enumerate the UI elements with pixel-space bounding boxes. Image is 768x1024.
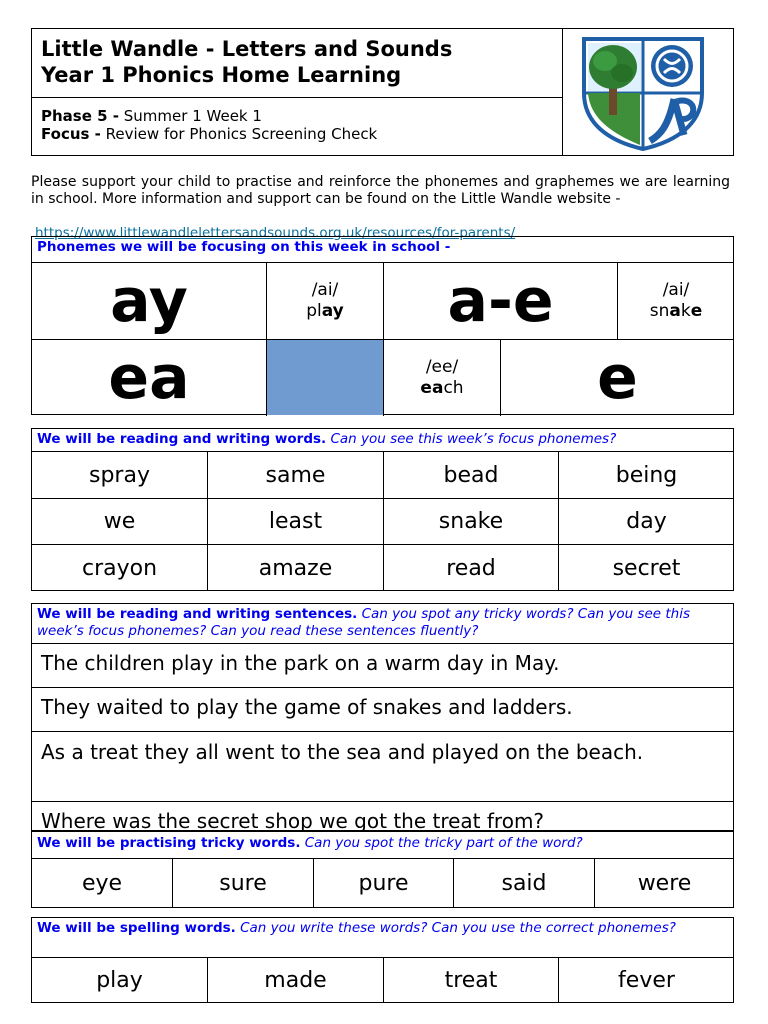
highlight-cell: [267, 340, 383, 415]
spelling-heading: We will be spelling words. Can you write these words? Can you use the correct phonemes?: [37, 920, 676, 936]
title: [41, 36, 452, 88]
intro-paragraph: [31, 174, 730, 208]
tricky-words-section: [31, 830, 734, 908]
tricky-heading: We will be practising tricky words. Can you spot the tricky part of the word?: [37, 835, 583, 851]
word-cell: bead: [443, 462, 499, 488]
grapheme-e: e: [597, 343, 638, 413]
header-box: [31, 28, 734, 156]
sentence-item: They waited to play the game of snakes and ladders.: [41, 695, 573, 719]
title-line-2: Year 1 Phonics Home Learning: [41, 63, 402, 87]
word-cell: read: [446, 555, 496, 581]
word-cell: snake: [438, 509, 504, 534]
word-cell: least: [268, 509, 323, 534]
phonemes-section: [31, 236, 734, 415]
sound-label: /ai/: [662, 280, 690, 300]
tricky-word: sure: [219, 870, 267, 896]
sentence-item: The children play in the park on a warm day in May.: [41, 651, 560, 675]
word-cell: crayon: [81, 555, 158, 581]
grapheme-ea: ea: [108, 343, 190, 413]
sentence-item: As a treat they all went to the sea and played on the beach.: [41, 740, 644, 764]
word-cell: secret: [612, 555, 681, 581]
word-cell: being: [615, 462, 678, 488]
spelling-word: treat: [444, 968, 498, 993]
focus-label: Focus -: [41, 125, 101, 143]
spelling-word: made: [264, 968, 327, 993]
grapheme-a-e: a-e: [447, 266, 554, 336]
phase-value: Summer 1 Week 1: [119, 107, 262, 125]
sentences-heading: We will be reading and writing sentences. Can you spot any tricky words? Can you see this week’s focus phonemes? Can you read these sentences fluently?: [37, 606, 691, 639]
tricky-word: were: [637, 870, 692, 896]
phonemes-heading: Phonemes we will be focusing on this week in school -: [37, 239, 451, 255]
spelling-word: fever: [618, 968, 675, 993]
sentence-item: Where was the secret shop we got the treat from?: [41, 809, 545, 832]
word-cell: spray: [89, 462, 150, 488]
sentences-section: [31, 603, 734, 832]
spelling-section: [31, 917, 734, 1003]
grapheme-ay: ay: [110, 266, 188, 336]
word-cell: day: [626, 509, 667, 534]
sound-ai-play: /ai/ play: [306, 280, 344, 321]
tricky-word: pure: [358, 870, 409, 896]
tricky-word: said: [501, 870, 547, 896]
words-section: [31, 428, 734, 591]
word-cell: we: [103, 509, 136, 534]
sound-label: /ai/: [311, 280, 339, 300]
sound-label: /ee/: [425, 357, 459, 377]
phase-label: Phase 5 -: [41, 107, 120, 125]
parents-resource-link[interactable]: https://www.littlewandlelettersandsounds.org.uk/resources/for-parents/: [35, 225, 516, 241]
words-heading: We will be reading and writing words. Can you see this week’s focus phonemes?: [37, 431, 617, 447]
sound-ai-snake: /ai/ snake: [649, 280, 703, 321]
title-line-1: Little Wandle - Letters and Sounds: [41, 37, 453, 61]
word-cell: same: [265, 462, 326, 488]
intro-text: Please support your child to practise and reinforce the phonemes and graphemes we are learning in school. More information and support can be found on the Little Wandle website -: [31, 174, 730, 207]
focus-value: Review for Phonics Screening Check: [100, 125, 378, 143]
tricky-word: eye: [81, 870, 123, 896]
spelling-word: play: [96, 968, 143, 993]
school-crest-logo: [580, 35, 706, 151]
word-cell: amaze: [258, 555, 333, 581]
sound-ee-each: /ee/ each: [420, 357, 464, 398]
phase-focus: [41, 107, 377, 143]
